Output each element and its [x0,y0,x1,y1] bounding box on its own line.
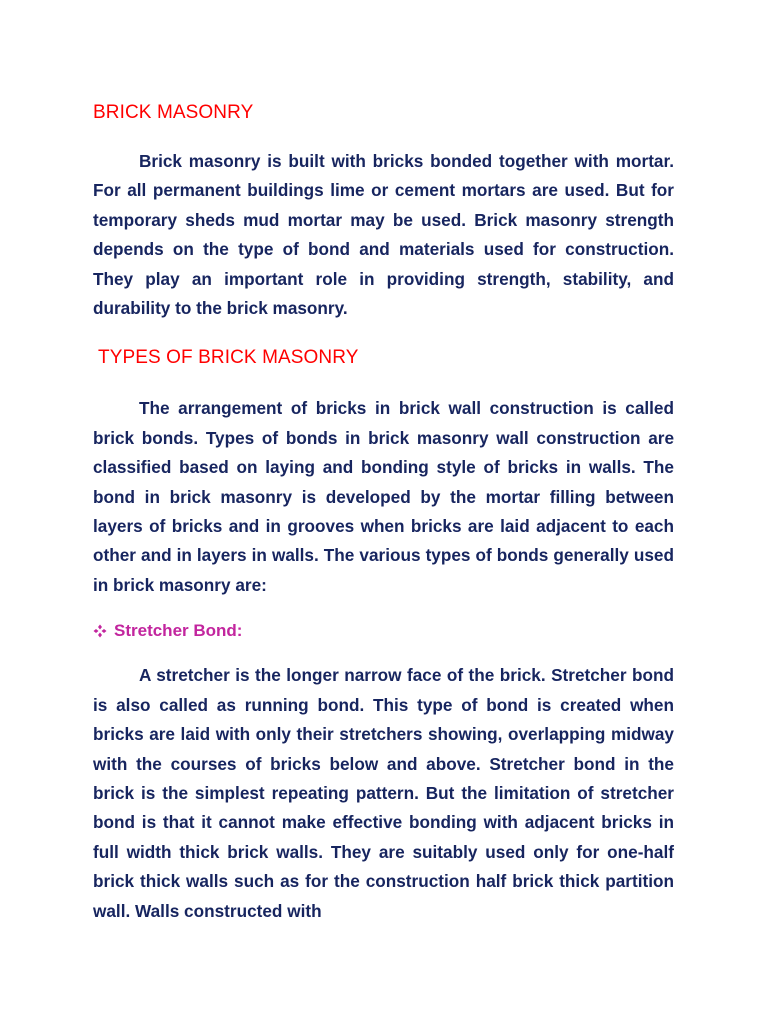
heading-types-of-brick-masonry: TYPES OF BRICK MASONRY [98,347,359,369]
types-paragraph: The arrangement of bricks in brick wall construction is called brick bonds. Types of bonds in brick masonry wall construction are classified based on laying and bonding style of bricks in walls. The bond in brick masonry is developed by the mortar filling between layers of bricks and in grooves when bricks are laid adjacent to each other and in layers in walls. The various types of bonds generally used in brick masonry are: [93,398,674,595]
heading-brick-masonry: BRICK MASONRY [93,102,254,123]
bullet-heading-stretcher-bond [93,618,674,644]
document-content [93,100,674,926]
stretcher-bond-paragraph: A stretcher is the longer narrow face of the brick. Stretcher bond is also called as running bond. This type of bond is created when bricks are laid with only their stretchers showing, overlapping midway with the courses of bricks below and above. Stretcher bond in the brick is the simplest repeating pattern. But the limitation of stretcher bond is that it cannot make effective bonding with adjacent bricks in full width thick brick walls. They are suitably used only for one-half brick thick walls such as for the construction half brick thick partition wall. Walls constructed with [93,665,674,921]
bullet-label: Stretcher Bond: [114,621,243,641]
intro-paragraph: Brick masonry is built with bricks bonded together with mortar. For all permanent buildings lime or cement mortars are used. But for temporary sheds mud mortar may be used. Brick masonry strength depends on the type of bond and materials used for construction. They play an important role in providing strength, stability, and durability to the brick masonry. [93,151,674,319]
diamond-bullet-icon [93,624,107,638]
